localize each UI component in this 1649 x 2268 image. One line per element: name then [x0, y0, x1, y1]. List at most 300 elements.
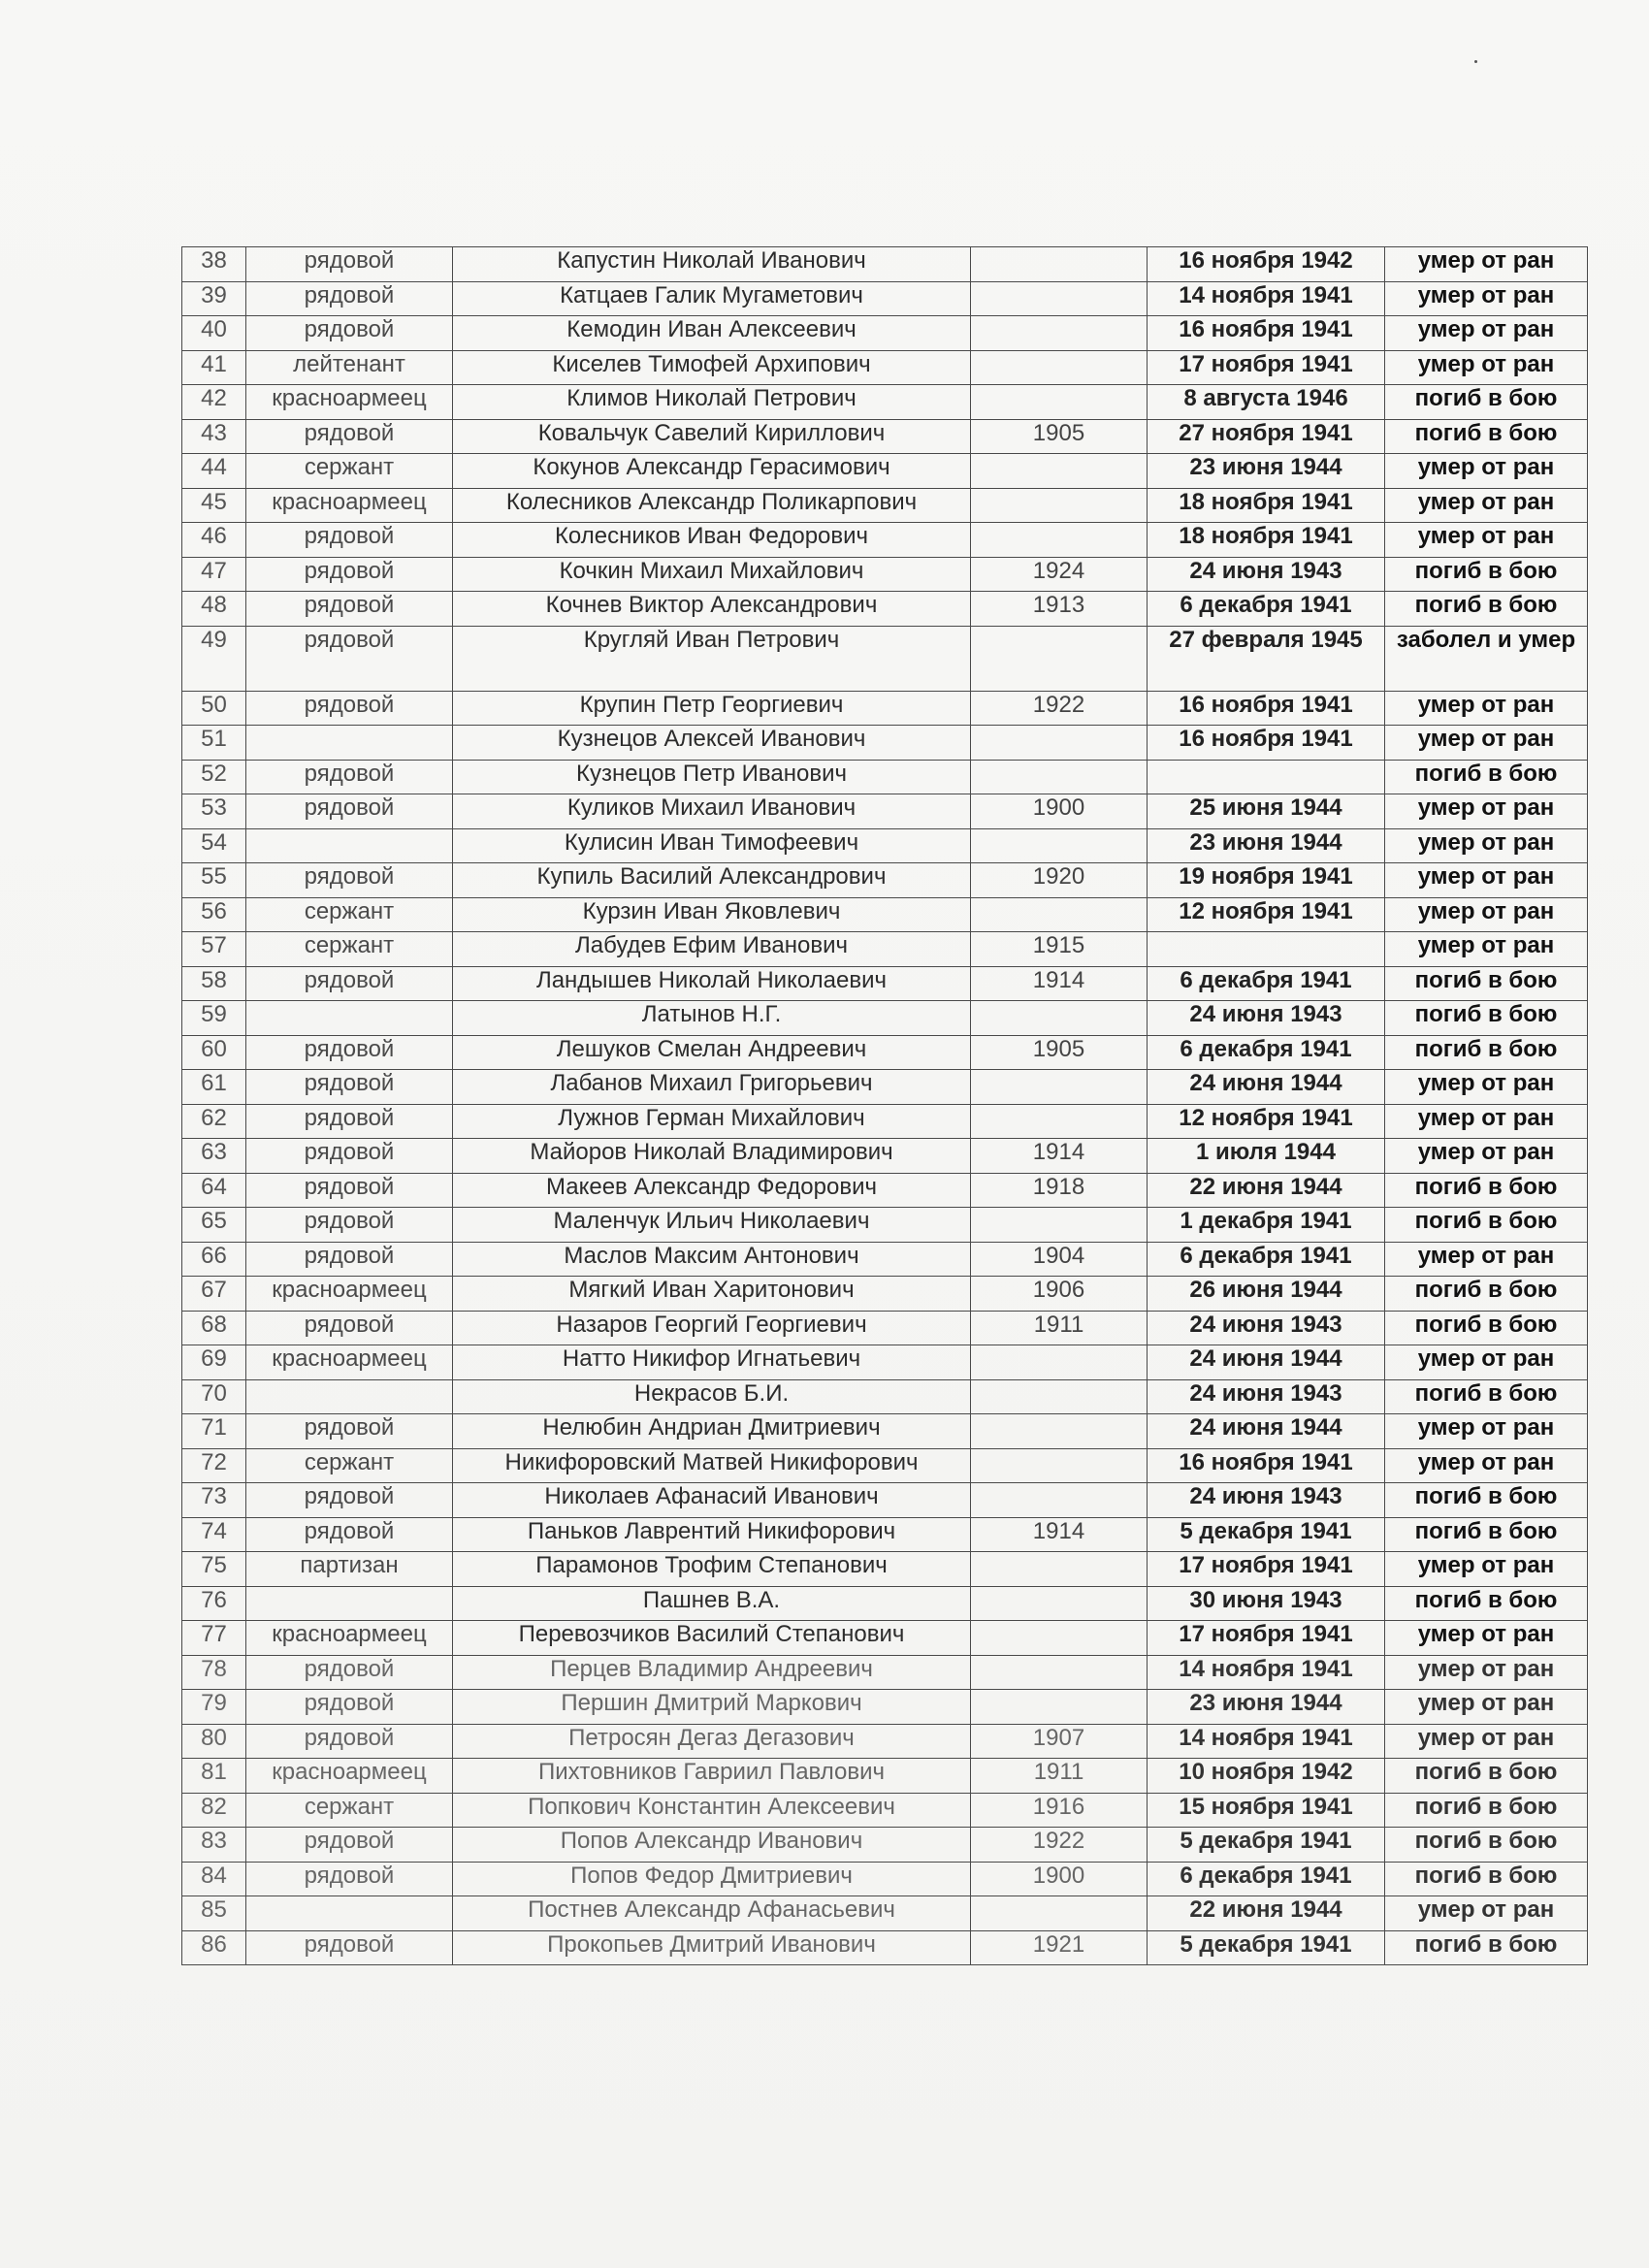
name-cell: Кочнев Виктор Александрович	[453, 592, 971, 627]
death-date-cell: 23 июня 1944	[1148, 1690, 1385, 1725]
casualty-table	[181, 246, 1588, 1965]
table-row	[182, 1414, 1588, 1449]
death-date-cell: 1 июля 1944	[1148, 1139, 1385, 1174]
fate-cell: умер от ран	[1385, 247, 1588, 282]
fate-cell: погиб в бою	[1385, 1862, 1588, 1896]
rank-cell: рядовой	[246, 1242, 453, 1277]
birth-year-cell	[971, 1379, 1148, 1414]
fate-cell: погиб в бою	[1385, 1483, 1588, 1518]
row-number: 78	[182, 1655, 246, 1690]
death-date-cell: 16 ноября 1941	[1148, 1448, 1385, 1483]
fate-cell: умер от ран	[1385, 1896, 1588, 1931]
birth-year-cell	[971, 1552, 1148, 1587]
row-number: 42	[182, 385, 246, 420]
table-row	[182, 726, 1588, 761]
rank-cell: рядовой	[246, 1483, 453, 1518]
rank-cell: рядовой	[246, 316, 453, 351]
name-cell: Кругляй Иван Петрович	[453, 626, 971, 691]
table-row	[182, 1655, 1588, 1690]
table-row	[182, 1173, 1588, 1208]
row-number: 38	[182, 247, 246, 282]
row-number: 86	[182, 1930, 246, 1965]
table-row	[182, 626, 1588, 691]
death-date-cell: 5 декабря 1941	[1148, 1828, 1385, 1863]
table-row	[182, 592, 1588, 627]
death-date-cell: 17 ноября 1941	[1148, 350, 1385, 385]
rank-cell: рядовой	[246, 523, 453, 558]
name-cell: Катцаев Галик Мугаметович	[453, 281, 971, 316]
death-date-cell: 24 июня 1943	[1148, 1483, 1385, 1518]
row-number: 45	[182, 488, 246, 523]
name-cell: Киселев Тимофей Архипович	[453, 350, 971, 385]
fate-cell: умер от ран	[1385, 1690, 1588, 1725]
casualty-table-body	[182, 247, 1588, 1965]
rank-cell: красноармеец	[246, 488, 453, 523]
table-row	[182, 1242, 1588, 1277]
row-number: 39	[182, 281, 246, 316]
birth-year-cell: 1904	[971, 1242, 1148, 1277]
name-cell: Перцев Владимир Андреевич	[453, 1655, 971, 1690]
row-number: 72	[182, 1448, 246, 1483]
rank-cell: рядовой	[246, 966, 453, 1001]
rank-cell: рядовой	[246, 1655, 453, 1690]
name-cell: Мягкий Иван Харитонович	[453, 1277, 971, 1312]
death-date-cell: 16 ноября 1941	[1148, 316, 1385, 351]
table-row	[182, 1448, 1588, 1483]
table-row	[182, 1070, 1588, 1105]
fate-cell: умер от ран	[1385, 1724, 1588, 1759]
table-row	[182, 1379, 1588, 1414]
rank-cell: сержант	[246, 897, 453, 932]
name-cell: Кулисин Иван Тимофеевич	[453, 828, 971, 863]
row-number: 44	[182, 454, 246, 489]
death-date-cell: 6 декабря 1941	[1148, 1035, 1385, 1070]
name-cell: Постнев Александр Афанасьевич	[453, 1896, 971, 1931]
fate-cell: умер от ран	[1385, 828, 1588, 863]
death-date-cell: 14 ноября 1941	[1148, 281, 1385, 316]
row-number: 43	[182, 419, 246, 454]
fate-cell: умер от ран	[1385, 1552, 1588, 1587]
name-cell: Крупин Петр Георгиевич	[453, 691, 971, 726]
row-number: 54	[182, 828, 246, 863]
name-cell: Попов Федор Дмитриевич	[453, 1862, 971, 1896]
name-cell: Кузнецов Петр Иванович	[453, 760, 971, 794]
fate-cell: погиб в бою	[1385, 1930, 1588, 1965]
birth-year-cell	[971, 247, 1148, 282]
fate-cell: погиб в бою	[1385, 419, 1588, 454]
name-cell: Никифоровский Матвей Никифорович	[453, 1448, 971, 1483]
rank-cell: красноармеец	[246, 1345, 453, 1380]
row-number: 64	[182, 1173, 246, 1208]
birth-year-cell	[971, 1001, 1148, 1036]
death-date-cell: 16 ноября 1941	[1148, 726, 1385, 761]
rank-cell: рядовой	[246, 760, 453, 794]
table-row	[182, 1793, 1588, 1828]
table-row	[182, 385, 1588, 420]
birth-year-cell	[971, 1414, 1148, 1449]
table-row	[182, 557, 1588, 592]
birth-year-cell: 1915	[971, 932, 1148, 967]
fate-cell: умер от ран	[1385, 281, 1588, 316]
name-cell: Першин Дмитрий Маркович	[453, 1690, 971, 1725]
birth-year-cell: 1913	[971, 592, 1148, 627]
row-number: 70	[182, 1379, 246, 1414]
fate-cell: умер от ран	[1385, 726, 1588, 761]
birth-year-cell	[971, 1104, 1148, 1139]
row-number: 80	[182, 1724, 246, 1759]
rank-cell: рядовой	[246, 1517, 453, 1552]
fate-cell: умер от ран	[1385, 1139, 1588, 1174]
fate-cell: умер от ран	[1385, 932, 1588, 967]
birth-year-cell: 1907	[971, 1724, 1148, 1759]
rank-cell: красноармеец	[246, 1277, 453, 1312]
birth-year-cell	[971, 1483, 1148, 1518]
table-row	[182, 1828, 1588, 1863]
row-number: 75	[182, 1552, 246, 1587]
birth-year-cell	[971, 828, 1148, 863]
row-number: 85	[182, 1896, 246, 1931]
rank-cell: рядовой	[246, 1690, 453, 1725]
table-row	[182, 691, 1588, 726]
table-row	[182, 523, 1588, 558]
row-number: 57	[182, 932, 246, 967]
fate-cell: умер от ран	[1385, 1414, 1588, 1449]
death-date-cell: 22 июня 1944	[1148, 1173, 1385, 1208]
name-cell: Попов Александр Иванович	[453, 1828, 971, 1863]
fate-cell: умер от ран	[1385, 488, 1588, 523]
table-row	[182, 1930, 1588, 1965]
table-row	[182, 932, 1588, 967]
rank-cell: партизан	[246, 1552, 453, 1587]
death-date-cell: 26 июня 1944	[1148, 1277, 1385, 1312]
row-number: 47	[182, 557, 246, 592]
fate-cell: умер от ран	[1385, 454, 1588, 489]
rank-cell: рядовой	[246, 1724, 453, 1759]
table-row	[182, 1208, 1588, 1243]
name-cell: Кузнецов Алексей Иванович	[453, 726, 971, 761]
table-row	[182, 1896, 1588, 1931]
fate-cell: умер от ран	[1385, 794, 1588, 829]
name-cell: Капустин Николай Иванович	[453, 247, 971, 282]
name-cell: Некрасов Б.И.	[453, 1379, 971, 1414]
table-row	[182, 794, 1588, 829]
birth-year-cell: 1921	[971, 1930, 1148, 1965]
birth-year-cell: 1918	[971, 1173, 1148, 1208]
death-date-cell: 24 июня 1943	[1148, 557, 1385, 592]
table-row	[182, 1139, 1588, 1174]
table-row	[182, 1552, 1588, 1587]
rank-cell	[246, 1379, 453, 1414]
row-number: 52	[182, 760, 246, 794]
death-date-cell: 23 июня 1944	[1148, 454, 1385, 489]
name-cell: Купиль Василий Александрович	[453, 863, 971, 898]
name-cell: Куликов Михаил Иванович	[453, 794, 971, 829]
fate-cell: погиб в бою	[1385, 1001, 1588, 1036]
death-date-cell: 6 декабря 1941	[1148, 1862, 1385, 1896]
death-date-cell: 24 июня 1943	[1148, 1379, 1385, 1414]
name-cell: Назаров Георгий Георгиевич	[453, 1311, 971, 1345]
fate-cell: погиб в бою	[1385, 1759, 1588, 1794]
row-number: 73	[182, 1483, 246, 1518]
row-number: 61	[182, 1070, 246, 1105]
fate-cell: погиб в бою	[1385, 1208, 1588, 1243]
row-number: 55	[182, 863, 246, 898]
death-date-cell: 16 ноября 1942	[1148, 247, 1385, 282]
table-row	[182, 828, 1588, 863]
row-number: 77	[182, 1621, 246, 1656]
death-date-cell: 24 июня 1944	[1148, 1345, 1385, 1380]
rank-cell: лейтенант	[246, 350, 453, 385]
name-cell: Николаев Афанасий Иванович	[453, 1483, 971, 1518]
fate-cell: умер от ран	[1385, 1448, 1588, 1483]
table-row	[182, 1690, 1588, 1725]
birth-year-cell	[971, 1345, 1148, 1380]
birth-year-cell	[971, 760, 1148, 794]
name-cell: Кокунов Александр Герасимович	[453, 454, 971, 489]
death-date-cell: 6 декабря 1941	[1148, 1242, 1385, 1277]
death-date-cell: 14 ноября 1941	[1148, 1655, 1385, 1690]
fate-cell: погиб в бою	[1385, 1828, 1588, 1863]
fate-cell: погиб в бою	[1385, 557, 1588, 592]
row-number: 50	[182, 691, 246, 726]
birth-year-cell	[971, 1621, 1148, 1656]
table-row	[182, 1035, 1588, 1070]
rank-cell: рядовой	[246, 557, 453, 592]
death-date-cell: 10 ноября 1942	[1148, 1759, 1385, 1794]
row-number: 76	[182, 1586, 246, 1621]
table-row	[182, 281, 1588, 316]
rank-cell: рядовой	[246, 1414, 453, 1449]
rank-cell: рядовой	[246, 1173, 453, 1208]
death-date-cell: 27 февраля 1945	[1148, 626, 1385, 691]
table-row	[182, 863, 1588, 898]
name-cell: Ковальчук Савелий Кириллович	[453, 419, 971, 454]
birth-year-cell: 1900	[971, 1862, 1148, 1896]
death-date-cell: 17 ноября 1941	[1148, 1552, 1385, 1587]
death-date-cell: 6 декабря 1941	[1148, 966, 1385, 1001]
row-number: 83	[182, 1828, 246, 1863]
fate-cell: погиб в бою	[1385, 1379, 1588, 1414]
rank-cell: рядовой	[246, 1862, 453, 1896]
rank-cell: рядовой	[246, 863, 453, 898]
name-cell: Курзин Иван Яковлевич	[453, 897, 971, 932]
name-cell: Пашнев В.А.	[453, 1586, 971, 1621]
table-row	[182, 1104, 1588, 1139]
row-number: 82	[182, 1793, 246, 1828]
name-cell: Паньков Лаврентий Никифорович	[453, 1517, 971, 1552]
fate-cell: умер от ран	[1385, 1655, 1588, 1690]
rank-cell	[246, 1001, 453, 1036]
row-number: 60	[182, 1035, 246, 1070]
birth-year-cell: 1916	[971, 1793, 1148, 1828]
fate-cell: умер от ран	[1385, 350, 1588, 385]
rank-cell: рядовой	[246, 626, 453, 691]
table-row	[182, 1345, 1588, 1380]
birth-year-cell	[971, 281, 1148, 316]
fate-cell: погиб в бою	[1385, 1586, 1588, 1621]
fate-cell: умер от ран	[1385, 523, 1588, 558]
rank-cell	[246, 828, 453, 863]
death-date-cell: 23 июня 1944	[1148, 828, 1385, 863]
table-row	[182, 966, 1588, 1001]
fate-cell: умер от ран	[1385, 1621, 1588, 1656]
fate-cell: заболел и умер	[1385, 626, 1588, 691]
death-date-cell: 12 ноября 1941	[1148, 1104, 1385, 1139]
fate-cell: умер от ран	[1385, 1104, 1588, 1139]
birth-year-cell: 1914	[971, 966, 1148, 1001]
rank-cell	[246, 1896, 453, 1931]
table-row	[182, 897, 1588, 932]
death-date-cell: 30 июня 1943	[1148, 1586, 1385, 1621]
death-date-cell: 5 декабря 1941	[1148, 1930, 1385, 1965]
name-cell: Лабудев Ефим Иванович	[453, 932, 971, 967]
rank-cell: рядовой	[246, 691, 453, 726]
table-row	[182, 1759, 1588, 1794]
rank-cell: рядовой	[246, 592, 453, 627]
name-cell: Петросян Дегаз Дегазович	[453, 1724, 971, 1759]
fate-cell: умер от ран	[1385, 897, 1588, 932]
birth-year-cell	[971, 488, 1148, 523]
fate-cell: погиб в бою	[1385, 1173, 1588, 1208]
birth-year-cell	[971, 1586, 1148, 1621]
death-date-cell: 24 июня 1943	[1148, 1001, 1385, 1036]
table-row	[182, 1586, 1588, 1621]
death-date-cell	[1148, 760, 1385, 794]
death-date-cell: 18 ноября 1941	[1148, 523, 1385, 558]
birth-year-cell	[971, 1448, 1148, 1483]
name-cell: Кочкин Михаил Михайлович	[453, 557, 971, 592]
row-number: 58	[182, 966, 246, 1001]
name-cell: Лужнов Герман Михайлович	[453, 1104, 971, 1139]
birth-year-cell	[971, 1690, 1148, 1725]
birth-year-cell	[971, 626, 1148, 691]
death-date-cell: 1 декабря 1941	[1148, 1208, 1385, 1243]
death-date-cell: 27 ноября 1941	[1148, 419, 1385, 454]
table-row	[182, 1862, 1588, 1896]
birth-year-cell	[971, 316, 1148, 351]
rank-cell: рядовой	[246, 794, 453, 829]
table-row	[182, 247, 1588, 282]
fate-cell: погиб в бою	[1385, 966, 1588, 1001]
table-row	[182, 419, 1588, 454]
fate-cell: умер от ран	[1385, 691, 1588, 726]
rank-cell	[246, 1586, 453, 1621]
row-number: 71	[182, 1414, 246, 1449]
name-cell: Кемодин Иван Алексеевич	[453, 316, 971, 351]
rank-cell: сержант	[246, 932, 453, 967]
death-date-cell: 18 ноября 1941	[1148, 488, 1385, 523]
rank-cell: рядовой	[246, 1139, 453, 1174]
birth-year-cell	[971, 350, 1148, 385]
rank-cell	[246, 726, 453, 761]
fate-cell: погиб в бою	[1385, 1517, 1588, 1552]
row-number: 49	[182, 626, 246, 691]
birth-year-cell	[971, 1896, 1148, 1931]
row-number: 63	[182, 1139, 246, 1174]
rank-cell: рядовой	[246, 1311, 453, 1345]
fate-cell: погиб в бою	[1385, 592, 1588, 627]
fate-cell: умер от ран	[1385, 1070, 1588, 1105]
name-cell: Макеев Александр Федорович	[453, 1173, 971, 1208]
death-date-cell: 24 июня 1943	[1148, 1311, 1385, 1345]
birth-year-cell: 1900	[971, 794, 1148, 829]
name-cell: Натто Никифор Игнатьевич	[453, 1345, 971, 1380]
death-date-cell: 25 июня 1944	[1148, 794, 1385, 829]
fate-cell: погиб в бою	[1385, 1035, 1588, 1070]
row-number: 56	[182, 897, 246, 932]
table-row	[182, 1311, 1588, 1345]
table-row	[182, 1483, 1588, 1518]
birth-year-cell	[971, 385, 1148, 420]
table-row	[182, 1277, 1588, 1312]
row-number: 74	[182, 1517, 246, 1552]
fate-cell: умер от ран	[1385, 863, 1588, 898]
row-number: 46	[182, 523, 246, 558]
fate-cell: погиб в бою	[1385, 1793, 1588, 1828]
fate-cell: умер от ран	[1385, 1345, 1588, 1380]
row-number: 84	[182, 1862, 246, 1896]
rank-cell: рядовой	[246, 247, 453, 282]
fate-cell: погиб в бою	[1385, 1311, 1588, 1345]
name-cell: Прокопьев Дмитрий Иванович	[453, 1930, 971, 1965]
death-date-cell: 16 ноября 1941	[1148, 691, 1385, 726]
row-number: 40	[182, 316, 246, 351]
row-number: 65	[182, 1208, 246, 1243]
name-cell: Майоров Николай Владимирович	[453, 1139, 971, 1174]
death-date-cell: 8 августа 1946	[1148, 385, 1385, 420]
rank-cell: сержант	[246, 1448, 453, 1483]
death-date-cell: 5 декабря 1941	[1148, 1517, 1385, 1552]
row-number: 62	[182, 1104, 246, 1139]
death-date-cell: 22 июня 1944	[1148, 1896, 1385, 1931]
fate-cell: умер от ран	[1385, 1242, 1588, 1277]
rank-cell: рядовой	[246, 1104, 453, 1139]
rank-cell: сержант	[246, 1793, 453, 1828]
table-row	[182, 316, 1588, 351]
rank-cell: рядовой	[246, 281, 453, 316]
birth-year-cell	[971, 1655, 1148, 1690]
table-row	[182, 488, 1588, 523]
rank-cell: красноармеец	[246, 1759, 453, 1794]
death-date-cell: 24 июня 1944	[1148, 1070, 1385, 1105]
table-row	[182, 1621, 1588, 1656]
fate-cell: погиб в бою	[1385, 760, 1588, 794]
name-cell: Ландышев Николай Николаевич	[453, 966, 971, 1001]
row-number: 53	[182, 794, 246, 829]
table-row	[182, 760, 1588, 794]
death-date-cell: 6 декабря 1941	[1148, 592, 1385, 627]
table-row	[182, 1724, 1588, 1759]
rank-cell: рядовой	[246, 1035, 453, 1070]
name-cell: Нелюбин Андриан Дмитриевич	[453, 1414, 971, 1449]
name-cell: Парамонов Трофим Степанович	[453, 1552, 971, 1587]
row-number: 66	[182, 1242, 246, 1277]
row-number: 48	[182, 592, 246, 627]
death-date-cell: 24 июня 1944	[1148, 1414, 1385, 1449]
name-cell: Попкович Константин Алексеевич	[453, 1793, 971, 1828]
scan-speck	[1474, 60, 1477, 63]
birth-year-cell	[971, 897, 1148, 932]
death-date-cell: 14 ноября 1941	[1148, 1724, 1385, 1759]
name-cell: Маслов Максим Антонович	[453, 1242, 971, 1277]
birth-year-cell: 1911	[971, 1759, 1148, 1794]
name-cell: Колесников Александр Поликарпович	[453, 488, 971, 523]
birth-year-cell: 1905	[971, 1035, 1148, 1070]
name-cell: Лешуков Смелан Андреевич	[453, 1035, 971, 1070]
rank-cell: рядовой	[246, 1930, 453, 1965]
birth-year-cell: 1922	[971, 691, 1148, 726]
death-date-cell	[1148, 932, 1385, 967]
